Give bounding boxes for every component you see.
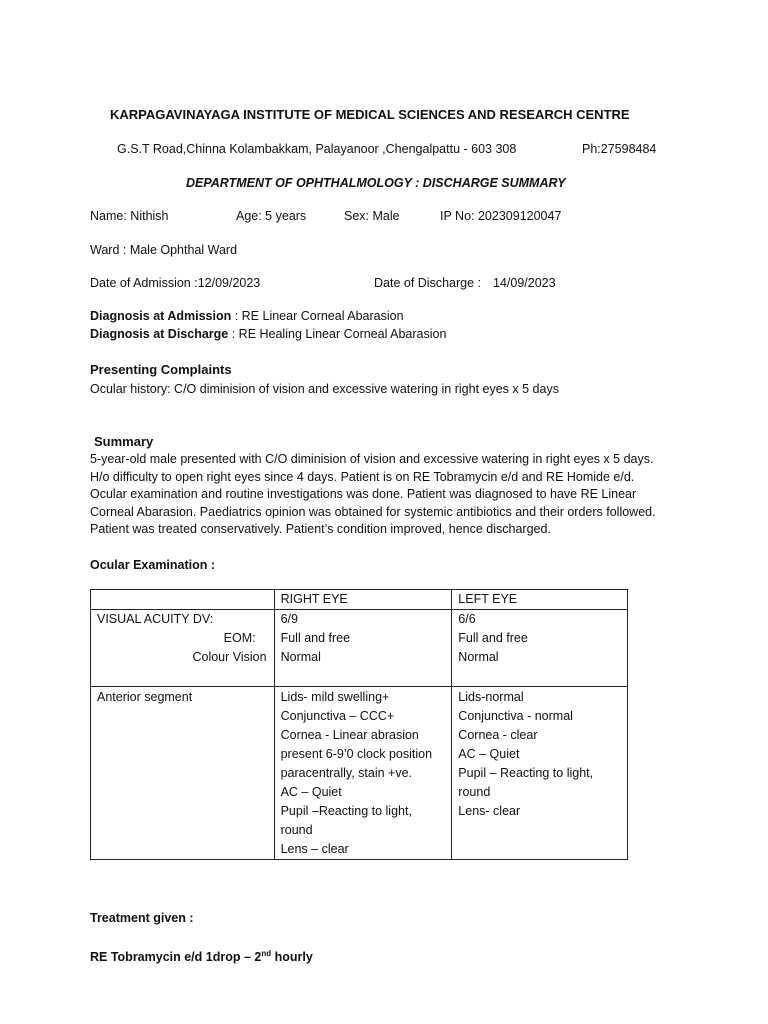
diagnosis-discharge-value: : RE Healing Linear Corneal Abarasion [228,327,447,341]
right-eye-pupil: Pupil –Reacting to light, round [280,804,412,837]
right-eye-visual [274,610,452,687]
summary-line: Patient was treated conservatively. Patient’s condition improved, hence discharged. [90,522,551,536]
ocular-exam-table [90,589,628,860]
patient-name: Name: Nithish [90,209,169,223]
left-eye-va: 6/6 [458,612,476,626]
left-eye-cornea: Cornea - clear [458,728,538,742]
right-eye-colour: Normal [280,650,321,664]
patient-ward: Ward : Male Ophthal Ward [90,243,238,257]
institute-name: KARPAGAVINAYAGA INSTITUTE OF MEDICAL SCIENCES AND RESEARCH CENTRE [110,107,630,122]
summary-heading: Summary [94,434,154,449]
row-label-anterior: Anterior segment [91,687,275,860]
left-eye-eom: Full and free [458,631,528,645]
left-eye-visual [452,610,628,687]
column-header-left-eye: LEFT EYE [452,590,628,610]
discharge-date: 14/09/2023 [493,276,556,290]
diagnosis-discharge [90,326,446,342]
table-cell-empty [91,590,275,610]
summary-line: H/o difficulty to open right eyes since 4 days. Patient is on RE Tobramycin e/d and RE Homide e/d. [90,469,635,484]
right-eye-anterior [274,687,452,860]
label-visual-acuity: VISUAL ACUITY DV: [97,612,214,626]
patient-sex: Sex: Male [344,209,400,223]
right-eye-ac: AC – Quiet [280,785,342,799]
left-eye-conjunctiva: Conjunctiva - normal [458,709,573,723]
admission-date: Date of Admission :12/09/2023 [90,276,261,290]
left-eye-lids: Lids-normal [458,690,524,704]
summary-paragraph [90,451,680,539]
diagnosis-discharge-label: Diagnosis at Discharge [90,327,229,341]
column-header-right-eye: RIGHT EYE [274,590,452,610]
diagnosis-admission [90,308,404,324]
patient-age: Age: 5 years [236,209,307,223]
treatment-item-text: RE Tobramycin e/d 1drop – 2 [90,950,262,965]
label-eom: EOM: [223,631,256,645]
patient-ip-no: IP No: 202309120047 [440,209,562,223]
table-row-anterior [91,687,628,860]
institute-address: G.S.T Road,Chinna Kolambakkam, Palayanoor ,Chengalpattu - 603 308 [117,142,517,156]
right-eye-cornea: Cornea - Linear abrasion present 6-9’0 clock position paracentrally, stain +ve. [280,728,433,780]
summary-line: Corneal Abarasion. Paediatrics opinion was obtained for systemic antibiotics and their orders followed. [90,504,656,519]
right-eye-lens: Lens – clear [280,842,349,856]
label-colour-vision: Colour Vision [192,650,267,664]
complaints-heading: Presenting Complaints [90,362,232,377]
institute-phone: Ph:27598484 [582,142,657,156]
discharge-date-label: Date of Discharge : [374,276,481,290]
treatment-heading: Treatment given : [90,911,194,925]
left-eye-ac: AC – Quiet [458,747,520,761]
diagnosis-admission-label: Diagnosis at Admission [90,309,232,323]
summary-line: Ocular examination and routine investigations was done. Patient was diagnosed to have RE Linear [90,487,637,501]
left-eye-anterior [452,687,628,860]
right-eye-eom: Full and free [280,631,351,645]
table-header-row [91,590,628,610]
complaints-text: Ocular history: C/O diminision of vision and excessive watering in right eyes x 5 days [90,382,559,396]
table-row-visual [91,610,628,687]
row-label-visual [91,610,275,687]
right-eye-va: 6/9 [280,612,298,626]
left-eye-colour: Normal [458,650,499,664]
exam-heading: Ocular Examination : [90,558,216,572]
treatment-item-sup: nd [261,949,272,958]
left-eye-pupil: Pupil – Reacting to light, round [458,766,594,799]
department-title: DEPARTMENT OF OPHTHALMOLOGY : DISCHARGE SUMMARY [186,176,566,190]
right-eye-conjunctiva: Conjunctiva – CCC+ [280,709,395,723]
summary-line: 5-year-old male presented with C/O diminision of vision and excessive watering in right eyes x 5 days. [90,452,654,466]
treatment-item [90,946,313,965]
treatment-item-suffix: hourly [271,950,313,965]
left-eye-lens: Lens- clear [458,804,521,818]
right-eye-lids: Lids- mild swelling+ [280,690,390,704]
diagnosis-admission-value: : RE Linear Corneal Abarasion [231,309,404,323]
